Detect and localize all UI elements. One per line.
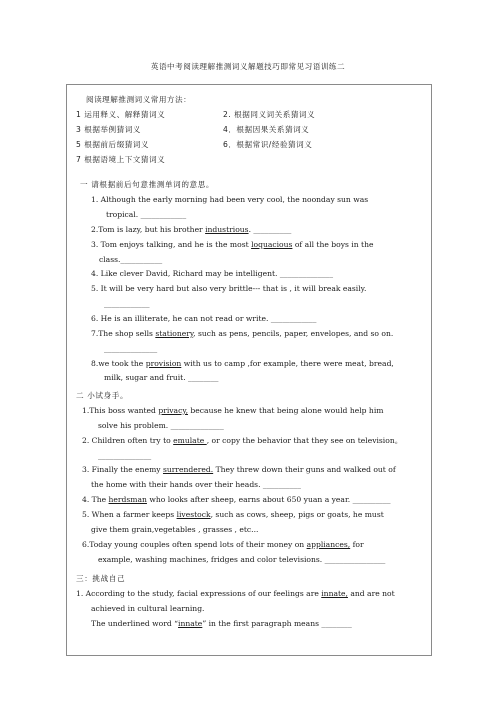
target-word: surrendered. xyxy=(162,465,214,474)
method-7: 7 根据语境上下文猜词义 xyxy=(76,155,166,164)
s1-q1-line2: tropical. ____________ xyxy=(106,210,187,219)
s2-q1-line1: 1.This boss wanted privacy, because he knew that being alone would help him xyxy=(82,406,384,415)
s2-q3-line2: the home with their hands over their heads. __________ xyxy=(91,480,301,489)
target-word: livestock xyxy=(176,510,211,519)
methods-heading: 阅读理解推测词义常用方法： xyxy=(86,95,192,104)
s1-q5-line2: ____________ xyxy=(104,299,150,308)
s1-q7-line1: 7.The shop sells stationery, such as pens, pencils, paper, envelopes, and so on. xyxy=(91,329,394,338)
target-word: innate xyxy=(178,619,203,628)
s1-q3-line1: 3. Tom enjoys talking, and he is the most loquacious of all the boys in the xyxy=(91,240,374,249)
section1-heading: 一 请根据前后句意推测单词的意思。 xyxy=(80,180,215,189)
method-4: 4．根据因果关系猜词义 xyxy=(223,125,310,134)
s3-q1-line1: 1. According to the study, facial expressions of our feelings are innate, and are not xyxy=(76,589,395,598)
s1-q8-line2: milk, sugar and fruit. ________ xyxy=(104,373,219,382)
s1-q8-line1: 8.we took the provision with us to camp ,for example, there were meat, bread, xyxy=(91,359,394,368)
content-box xyxy=(66,84,432,656)
s3-q1-line3: The underlined word “innate” in the first paragraph means ________ xyxy=(91,619,352,628)
target-word: provision xyxy=(145,359,182,368)
method-5: 5 根据前后缀猜词义 xyxy=(76,140,149,149)
target-word: loquacious xyxy=(251,240,293,249)
s2-q6-line2: example, washing machines, fridges and color televisions. ________________ xyxy=(98,555,386,564)
s2-q5-line2: give them grain,vegetables , grasses , etc... xyxy=(91,525,259,534)
s1-q3-line2: class.___________ xyxy=(99,255,163,264)
target-word: appliances, xyxy=(306,540,351,549)
s2-q3-line1: 3. Finally the enemy surrendered. They threw down their guns and walked out of xyxy=(82,465,396,474)
s2-q4: 4. The herdsman who looks after sheep, earns about 650 yuan a year. __________ xyxy=(82,495,391,504)
s2-q5-line1: 5. When a farmer keeps livestock, such as cows, sheep, pigs or goats, he must xyxy=(82,510,384,519)
s1-q6: 6. He is an illiterate, he can not read or write. ____________ xyxy=(91,314,317,323)
s2-q2-line1: 2. Children often try to emulate , or copy the behavior that they see on television。 xyxy=(82,436,403,445)
s2-q2-line2: ______________ xyxy=(98,451,152,460)
s1-q4: 4. Like clever David, Richard may be intelligent. ______________ xyxy=(91,269,334,278)
s2-q1-line2: solve his problem. ______________ xyxy=(98,421,224,430)
target-word: emulate xyxy=(173,436,207,445)
method-2: 2. 根据同义词关系猜词义 xyxy=(223,110,316,119)
s1-q5-line1: 5. It will be very hard but also very brittle--- that is , it will break easily. xyxy=(91,284,367,293)
s1-q1-line1: 1. Although the early morning had been very cool, the noonday sun was xyxy=(91,195,369,204)
document-title: 英语中考阅读理解推测词义解题技巧即常见习语训练二 xyxy=(150,62,346,71)
target-word: stationery xyxy=(155,329,194,338)
method-6: 6．根据常识/经验猜词义 xyxy=(223,140,313,149)
s3-q1-line2: achieved in cultural learning. xyxy=(91,604,205,613)
s1-q7-line2: ______________ xyxy=(104,344,158,353)
s2-q6-line1: 6.Today young couples often spend lots of their money on appliances, for xyxy=(82,540,364,549)
method-1: 1 运用释义、解释猜词义 xyxy=(76,110,166,119)
target-word: herdsman xyxy=(108,495,147,504)
section2-heading: 二 小试身手。 xyxy=(76,391,129,400)
target-word: privacy, xyxy=(158,406,189,415)
s1-q2: 2.Tom is lazy, but his brother industrious. __________ xyxy=(91,225,292,234)
method-3: 3 根据举例猜词义 xyxy=(76,125,141,134)
target-word: industrious xyxy=(205,225,249,234)
section3-heading: 三：挑战自己 xyxy=(76,574,126,583)
target-word: innate, xyxy=(321,589,348,598)
